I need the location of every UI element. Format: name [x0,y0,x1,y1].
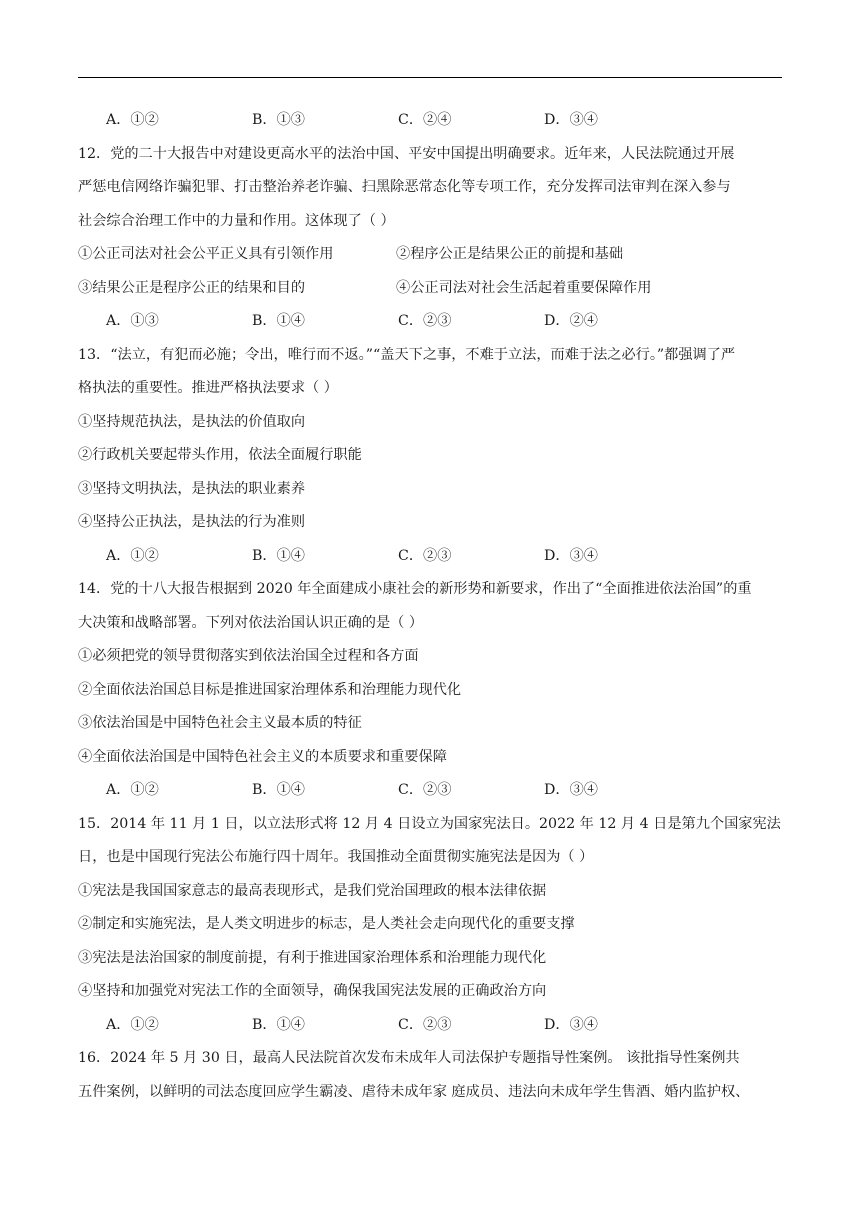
q13-option-a[interactable]: A．①② [106,547,159,564]
q15-option-a[interactable]: A．①② [106,1016,159,1033]
q12-choices-row-1 [78,238,782,272]
q14-choice-2: ②全面依法治国总目标是推进国家治理体系和治理能力现代化 [78,681,462,698]
q12-stem-line-1: 12．党的二十大报告中对建设更高水平的法治中国、平安中国提出明确要求。近年来，人民法院通过开展 [78,145,735,162]
exam-page [78,104,782,1109]
q12-choice-2: ②程序公正是结果公正的前提和基础 [396,246,624,262]
q13-option-c[interactable]: C．②③ [398,547,452,564]
q15-option-c[interactable]: C．②③ [398,1016,452,1033]
q12-stem-line-2: 严惩电信网络诈骗犯罪、打击整治养老诈骗、扫黑除恶常态化等专项工作，充分发挥司法审判在深入参与 [78,179,731,195]
q15-stem-line-2: 日，也是中国现行宪法公布施行四十周年。我国推动全面贯彻实施宪法是因为（ ） [78,849,594,865]
q12-options [78,305,782,339]
q12-choices-row-2 [78,272,782,306]
q14-option-c[interactable]: C．②③ [398,782,452,798]
q11-option-c[interactable]: C．②④ [398,112,452,128]
q13-choice-2: ②行政机关要起带头作用，依法全面履行职能 [78,447,362,463]
q14-choice-3: ③依法治国是中国特色社会主义最本质的特征 [78,715,362,731]
q16-stem-line-2: 五件案例，以鲜明的司法态度回应学生霸凌、虐待未成年家 庭成员、违法向未成年学生售酒、婚内监护权、 [78,1083,750,1100]
q16-stem-line-1: 16．2024 年 5 月 30 日，最高人民法院首次发布未成年人司法保护专题指导性案例。 该批指导性案例共 [78,1050,740,1066]
q13-choice-3: ③坚持文明执法，是执法的职业素养 [78,480,306,497]
q11-options [78,104,782,138]
q12-choice-1: ①公正司法对社会公平正义具有引领作用 [78,246,334,262]
q12-option-d[interactable]: D．②④ [544,313,598,329]
q15-options [78,1009,782,1043]
q11-option-a[interactable]: A．①② [106,112,159,128]
q11-option-d[interactable]: D．③④ [544,112,598,128]
q12-option-a[interactable]: A．①③ [106,313,159,329]
q15-option-d[interactable]: D．③④ [544,1016,598,1033]
q15-choice-3: ③宪法是法治国家的制度前提，有利于推进国家治理体系和治理能力现代化 [78,949,547,966]
q14-choice-4: ④全面依法治国是中国特色社会主义的本质要求和重要保障 [78,748,447,765]
q13-stem-line-1: 13．“法立，有犯而必施；令出，唯行而不返。”“盖天下之事，不难于立法，而难于法之必行。”都强调了严 [78,346,736,363]
q14-choice-1: ①必须把党的领导贯彻落实到依法治国全过程和各方面 [78,648,419,664]
q12-option-c[interactable]: C．②③ [398,313,452,329]
q14-options [78,774,782,808]
q14-option-d[interactable]: D．③④ [544,782,598,798]
q12-option-b[interactable]: B．①④ [252,313,305,329]
q14-option-a[interactable]: A．①② [106,782,159,798]
q13-stem-line-2: 格执法的重要性。推进严格执法要求（ ） [78,380,338,396]
q14-option-b[interactable]: B．①④ [252,782,305,798]
q15-choice-2: ②制定和实施宪法，是人类文明进步的标志，是人类社会走向现代化的重要支撑 [78,916,575,932]
q12-choice-3: ③结果公正是程序公正的结果和目的 [78,279,306,296]
q12-choice-4: ④公正司法对社会生活起着重要保障作用 [396,279,652,296]
q12-stem-line-3: 社会综合治理工作中的力量和作用。这体现了（ ） [78,212,395,229]
q15-stem-line-1: 15．2014 年 11 月 1 日，以立法形式将 12 月 4 日设立为国家宪法日。2022 年 12 月 4 日是第九个国家宪法 [78,815,781,832]
q15-choice-4: ④坚持和加强党对宪法工作的全面领导，确保我国宪法发展的正确政治方向 [78,983,547,999]
q14-stem-line-1: 14．党的十八大报告根据到 2020 年全面建成小康社会的新形势和新要求，作出了“全面推进依法治国”的重 [78,581,752,597]
q13-options [78,540,782,574]
q13-option-b[interactable]: B．①④ [252,547,305,564]
q13-option-d[interactable]: D．③④ [544,547,598,564]
q14-stem-line-2: 大决策和战略部署。下列对依法治国认识正确的是（ ） [78,614,424,631]
q13-choice-1: ①坚持规范执法，是执法的价值取向 [78,413,306,430]
q11-option-b[interactable]: B．①③ [252,112,305,128]
q15-option-b[interactable]: B．①④ [252,1016,305,1033]
header-rule [78,77,782,78]
q13-choice-4: ④坚持公正执法，是执法的行为准则 [78,514,306,530]
q15-choice-1: ①宪法是我国国家意志的最高表现形式，是我们党治国理政的根本法律依据 [78,882,547,899]
